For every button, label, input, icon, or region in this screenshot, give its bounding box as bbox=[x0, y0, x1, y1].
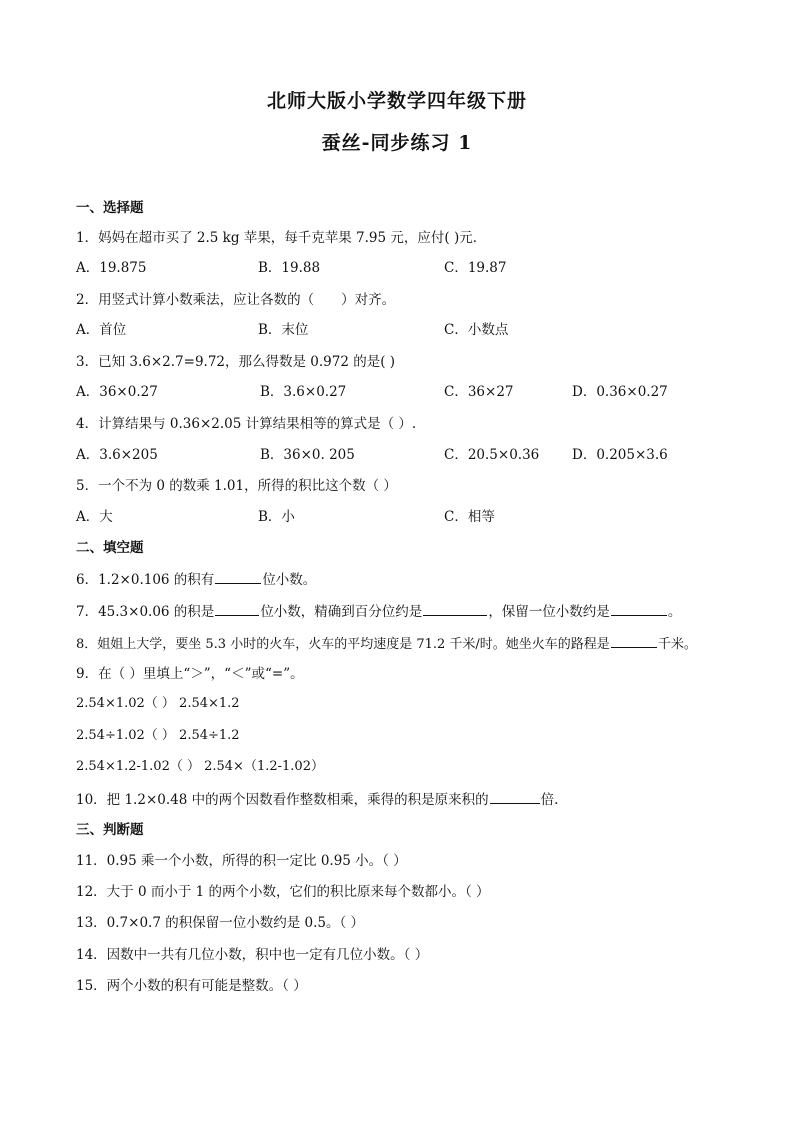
section-heading-fill: 二、填空题 bbox=[76, 540, 144, 556]
question-6 bbox=[76, 569, 316, 590]
q4-option-b: B．36×0. 205 bbox=[260, 447, 355, 463]
q7-text-c: ，保留一位小数约是 bbox=[488, 604, 610, 620]
q3-option-d: D．0.36×0.27 bbox=[572, 384, 668, 400]
q2-option-c: C．小数点 bbox=[444, 322, 509, 338]
worksheet-subtitle: 蚕丝-同步练习 1 bbox=[321, 132, 473, 154]
q9-row-3: 2.54×1.2-1.02（ ） 2.54×（1.2-1.02） bbox=[76, 759, 324, 774]
q3-option-b: B．3.6×0.27 bbox=[260, 384, 347, 400]
question-1: 1．妈妈在超市买了 2.5 kg 苹果，每千克苹果 7.95 元，应付( )元． bbox=[76, 230, 487, 246]
q8-answer-blank[interactable] bbox=[611, 633, 657, 648]
question-9: 9．在（ ）里填上“＞”，“＜”或“=”。 bbox=[76, 666, 304, 682]
q4-option-a: A．3.6×205 bbox=[76, 447, 158, 463]
q6-answer-blank[interactable] bbox=[215, 569, 261, 584]
q4-option-c: C．20.5×0.36 bbox=[444, 447, 540, 463]
q2-option-a: A．首位 bbox=[76, 322, 127, 338]
q1-option-c: C．19.87 bbox=[444, 260, 507, 276]
q2-option-b: B．末位 bbox=[258, 322, 309, 338]
q1-option-a: A．19.875 bbox=[76, 260, 147, 276]
question-2: 2．用竖式计算小数乘法，应让各数的（ ）对齐。 bbox=[76, 292, 396, 308]
q9-row-1: 2.54×1.02（ ） 2.54×1.2 bbox=[76, 696, 240, 711]
q10-text-a: 10．把 1.2×0.48 中的两个因数看作整数相乘，乘得的积是原来积的 bbox=[76, 792, 489, 808]
question-8 bbox=[76, 633, 697, 655]
q6-text-b: 位小数。 bbox=[262, 572, 317, 588]
section-heading-judge: 三、判断题 bbox=[76, 822, 144, 838]
worksheet-title: 北师大版小学数学四年级下册 bbox=[266, 90, 527, 112]
q7-answer-blank-3[interactable] bbox=[611, 601, 667, 616]
question-15: 15．两个小数的积有可能是整数。（ ） bbox=[76, 978, 307, 994]
question-3: 3．已知 3.6×2.7=9.72，那么得数是 0.972 的是( ) bbox=[76, 354, 396, 370]
q5-option-c: C．相等 bbox=[444, 509, 495, 525]
q6-text-a: 6．1.2×0.106 的积有 bbox=[76, 572, 215, 588]
q1-option-b: B．19.88 bbox=[258, 260, 321, 276]
q7-answer-blank-2[interactable] bbox=[423, 601, 487, 616]
q3-option-c: C．36×27 bbox=[444, 384, 514, 400]
question-7 bbox=[76, 601, 681, 622]
q7-text-b: 位小数，精确到百分位约是 bbox=[260, 604, 423, 620]
question-5: 5．一个不为 0 的数乘 1.01，所得的积比这个数（ ） bbox=[76, 478, 397, 494]
q5-option-a: A．大 bbox=[76, 509, 113, 525]
q10-answer-blank[interactable] bbox=[490, 789, 540, 804]
q4-option-d: D．0.205×3.6 bbox=[572, 447, 668, 463]
question-4: 4．计算结果与 0.36×2.05 计算结果相等的算式是（ ）. bbox=[76, 416, 417, 432]
section-heading-choice: 一、选择题 bbox=[76, 200, 144, 216]
question-14: 14．因数中一共有几位小数，积中也一定有几位小数。（ ） bbox=[76, 947, 429, 963]
q3-option-a: A．36×0.27 bbox=[76, 384, 158, 400]
question-10 bbox=[76, 789, 558, 810]
q7-text-d: 。 bbox=[667, 604, 682, 620]
q5-option-b: B．小 bbox=[258, 509, 295, 525]
question-13: 13．0.7×0.7 的积保留一位小数约是 0.5。（ ） bbox=[76, 915, 365, 931]
q8-text-a: 8．姐姐上大学，要坐 5.3 小时的火车，火车的平均速度是 71.2 千米/时。她坐火车的路程是 bbox=[76, 637, 610, 652]
q8-text-b: 千米。 bbox=[657, 637, 697, 652]
question-12: 12．大于 0 而小于 1 的两个小数，它们的积比原来每个数都小。（ ） bbox=[76, 884, 490, 900]
q7-answer-blank-1[interactable] bbox=[215, 601, 259, 616]
q7-text-a: 7．45.3×0.06 的积是 bbox=[76, 604, 215, 620]
q9-row-2: 2.54÷1.02（ ） 2.54÷1.2 bbox=[76, 728, 240, 743]
question-11: 11．0.95 乘一个小数，所得的积一定比 0.95 小。（ ） bbox=[76, 853, 407, 869]
q10-text-b: 倍. bbox=[540, 792, 559, 808]
